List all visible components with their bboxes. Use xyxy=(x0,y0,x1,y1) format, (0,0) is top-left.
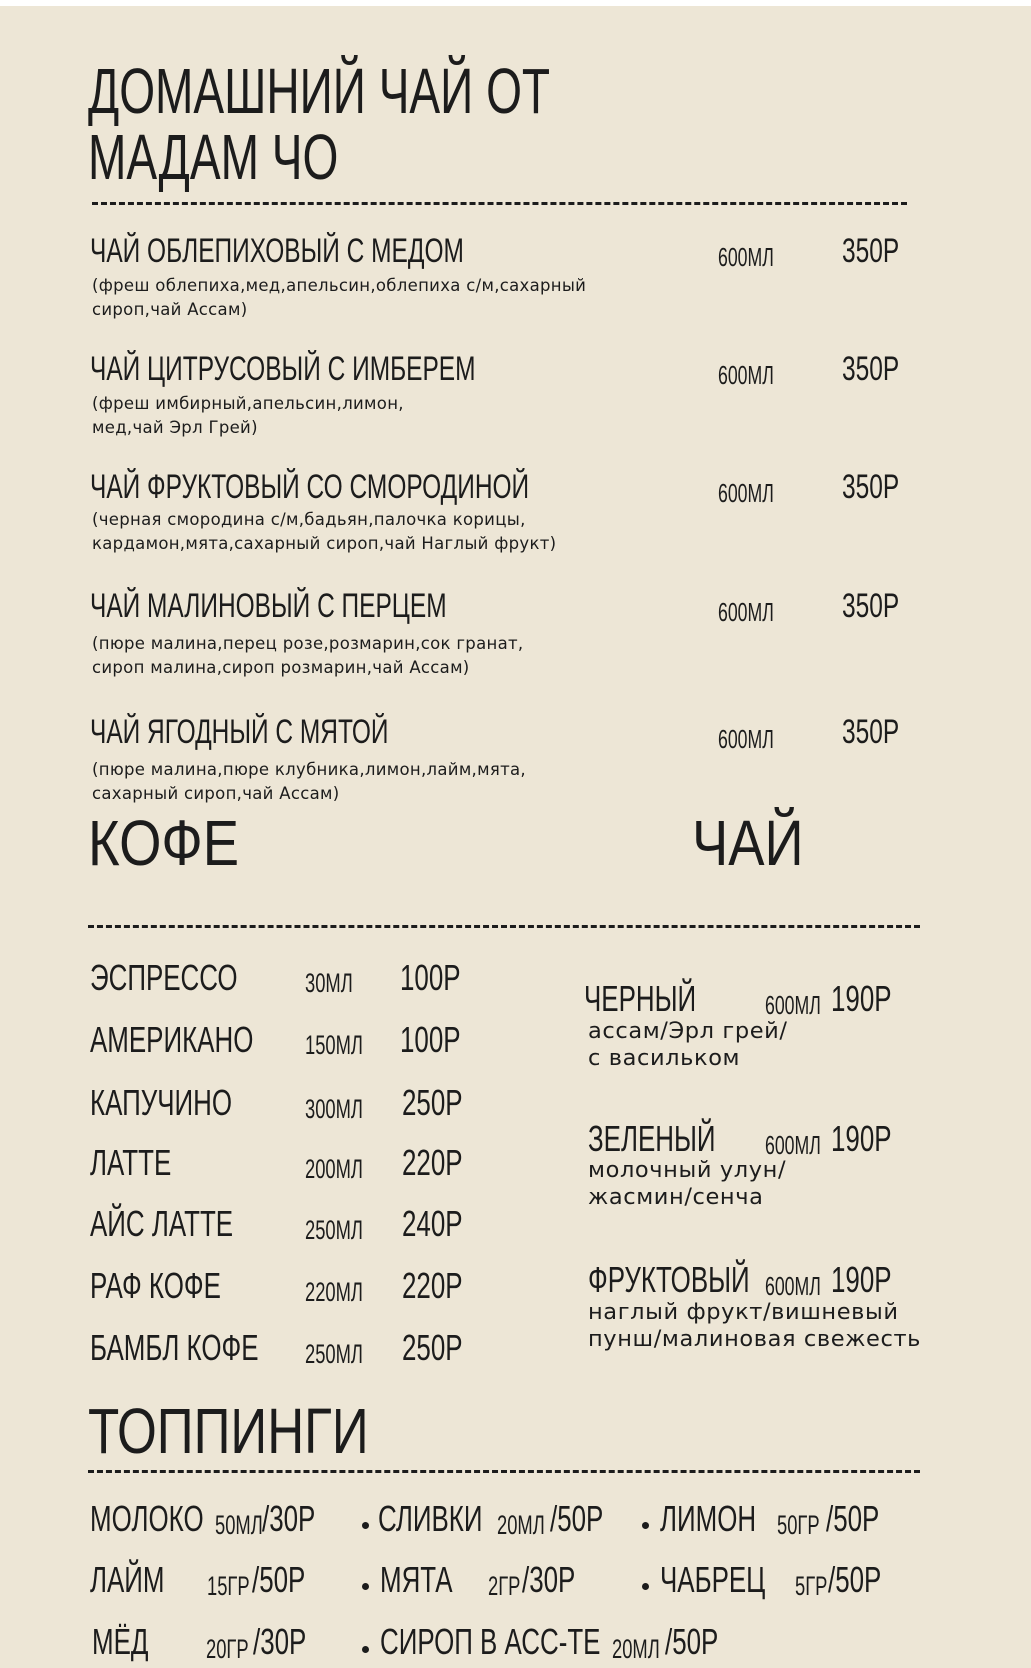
home-tea-name: ЧАЙ ОБЛЕПИХОВЫЙ С МЕДОМ xyxy=(90,232,464,270)
coffee-item-price: 100Р xyxy=(400,957,461,998)
bullet-icon xyxy=(642,1522,649,1529)
home-tea-desc-line2: сахарный сироп,чай Ассам) xyxy=(92,784,340,803)
coffee-item-volume: 150МЛ xyxy=(305,1030,363,1060)
tea-item-desc xyxy=(588,1018,788,1072)
tea-item-desc-line2: с васильком xyxy=(588,1045,741,1071)
coffee-item-volume: 30МЛ xyxy=(305,968,353,998)
tea-item-desc-line1: ассам/Эрл грей/ xyxy=(588,1018,788,1044)
coffee-section-title: КОФЕ xyxy=(88,807,240,879)
topping-price: /30Р xyxy=(522,1559,576,1600)
coffee-item-name: ЛАТТЕ xyxy=(90,1142,172,1183)
topping-price: /30Р xyxy=(262,1498,316,1539)
tea-item-price: 190Р xyxy=(831,978,892,1019)
home-tea-desc-line2: сироп,чай Ассам) xyxy=(92,300,248,319)
tea-item-desc-line1: молочный улун/ xyxy=(588,1157,787,1183)
home-tea-desc-line2: сироп малина,сироп розмарин,чай Ассам) xyxy=(92,658,470,677)
home-tea-desc xyxy=(92,632,523,680)
home-tea-desc xyxy=(92,274,586,322)
topping-price: /50Р xyxy=(665,1621,719,1662)
home-tea-price: 350Р xyxy=(842,350,900,388)
home-tea-price: 350Р xyxy=(842,468,900,506)
topping-price: /30Р xyxy=(253,1621,307,1662)
toppings-divider xyxy=(88,1470,920,1473)
coffee-item-name: КАПУЧИНО xyxy=(90,1082,232,1123)
home-tea-desc-line2: мед,чай Эрл Грей) xyxy=(92,418,258,437)
bullet-icon xyxy=(642,1583,649,1590)
tea-item-price: 190Р xyxy=(831,1118,892,1159)
home-tea-desc xyxy=(92,508,556,556)
topping-price: /50Р xyxy=(252,1559,306,1600)
topping-amount: 5ГР xyxy=(795,1571,828,1601)
tea-section-title: ЧАЙ xyxy=(692,807,804,879)
tea-item-name: ЧЕРНЫЙ xyxy=(584,978,697,1019)
tea-item-name: ЗЕЛЕНЫЙ xyxy=(588,1118,716,1159)
home-tea-desc-line2: кардамон,мята,сахарный сироп,чай Наглый фрукт) xyxy=(92,534,557,553)
menu-title-line2: МАДАМ ЧО xyxy=(88,121,339,193)
topping-name: ЧАБРЕЦ xyxy=(660,1559,766,1600)
home-tea-desc-line1: (фреш облепиха,мед,апельсин,облепиха с/м,сахарный xyxy=(92,276,587,295)
tea-item-name: ФРУКТОВЫЙ xyxy=(588,1259,750,1300)
home-tea-name: ЧАЙ ЦИТРУСОВЫЙ С ИМБЕРЕМ xyxy=(90,350,476,388)
menu-page xyxy=(0,6,1031,1668)
tea-item-desc-line2: жасмин/сенча xyxy=(588,1184,764,1210)
home-tea-volume: 600МЛ xyxy=(718,724,774,754)
topping-amount: 2ГР xyxy=(488,1571,521,1601)
menu-title-line1: ДОМАШНИЙ ЧАЙ ОТ xyxy=(88,55,551,127)
topping-amount: 15ГР xyxy=(207,1571,250,1601)
coffee-item-price: 220Р xyxy=(402,1265,463,1306)
topping-amount: 50МЛ xyxy=(215,1510,263,1540)
home-tea-desc xyxy=(92,392,404,440)
topping-price: /50Р xyxy=(550,1498,604,1539)
coffee-item-price: 250Р xyxy=(402,1082,463,1123)
tea-item-desc xyxy=(588,1157,786,1211)
tea-item-desc-line2: пунш/малиновая свежесть xyxy=(588,1326,922,1352)
coffee-item-price: 100Р xyxy=(400,1019,461,1060)
topping-name: СИРОП В АСС-ТЕ xyxy=(380,1621,601,1662)
bullet-icon xyxy=(362,1583,369,1590)
coffee-item-name: ЭСПРЕССО xyxy=(90,957,238,998)
topping-amount: 20МЛ xyxy=(497,1510,545,1540)
topping-amount: 50ГР xyxy=(777,1510,820,1540)
topping-amount: 20ГР xyxy=(206,1634,249,1664)
home-tea-name: ЧАЙ ФРУКТОВЫЙ СО СМОРОДИНОЙ xyxy=(90,468,530,506)
coffee-item-volume: 250МЛ xyxy=(305,1215,363,1245)
tea-item-desc-line1: наглый фрукт/вишневый xyxy=(588,1299,899,1325)
topping-price: /50Р xyxy=(826,1498,880,1539)
topping-name: МОЛОКО xyxy=(90,1498,204,1539)
home-tea-price: 350Р xyxy=(842,587,900,625)
menu-title xyxy=(88,55,551,193)
tea-item-volume: 600МЛ xyxy=(765,1271,821,1301)
tea-item-desc xyxy=(588,1299,921,1353)
home-tea-volume: 600МЛ xyxy=(718,360,774,390)
coffee-item-volume: 220МЛ xyxy=(305,1277,363,1307)
topping-amount: 20МЛ xyxy=(612,1634,660,1664)
home-tea-desc-line1: (фреш имбирный,апельсин,лимон, xyxy=(92,394,404,413)
coffee-item-name: АЙС ЛАТТЕ xyxy=(90,1203,234,1244)
home-tea-volume: 600МЛ xyxy=(718,242,774,272)
topping-name: МЯТА xyxy=(380,1559,453,1600)
home-tea-desc-line1: (пюре малина,пюре клубника,лимон,лайм,мята, xyxy=(92,760,526,779)
topping-name: ЛАЙМ xyxy=(90,1559,165,1600)
coffee-tea-divider xyxy=(88,925,920,928)
home-tea-volume: 600МЛ xyxy=(718,597,774,627)
topping-name: МЁД xyxy=(92,1621,149,1662)
bullet-icon xyxy=(362,1522,369,1529)
tea-item-volume: 600МЛ xyxy=(765,1130,821,1160)
coffee-item-price: 240Р xyxy=(402,1203,463,1244)
home-tea-desc-line1: (черная смородина с/м,бадьян,палочка корицы, xyxy=(92,510,526,529)
coffee-item-volume: 200МЛ xyxy=(305,1154,363,1184)
topping-name: СЛИВКИ xyxy=(378,1498,483,1539)
coffee-item-name: БАМБЛ КОФЕ xyxy=(90,1327,259,1368)
coffee-item-volume: 300МЛ xyxy=(305,1094,363,1124)
home-tea-name: ЧАЙ ЯГОДНЫЙ С МЯТОЙ xyxy=(90,713,389,751)
coffee-item-name: РАФ КОФЕ xyxy=(90,1265,221,1306)
tea-item-volume: 600МЛ xyxy=(765,990,821,1020)
tea-item-price: 190Р xyxy=(831,1259,892,1300)
topping-name: ЛИМОН xyxy=(660,1498,757,1539)
coffee-item-name: АМЕРИКАНО xyxy=(90,1019,254,1060)
title-divider xyxy=(92,202,907,205)
home-tea-price: 350Р xyxy=(842,232,900,270)
bullet-icon xyxy=(362,1646,369,1653)
coffee-item-volume: 250МЛ xyxy=(305,1339,363,1369)
home-tea-name: ЧАЙ МАЛИНОВЫЙ С ПЕРЦЕМ xyxy=(90,587,447,625)
topping-price: /50Р xyxy=(828,1559,882,1600)
toppings-section-title: ТОППИНГИ xyxy=(88,1395,369,1467)
home-tea-desc xyxy=(92,758,526,806)
home-tea-volume: 600МЛ xyxy=(718,478,774,508)
home-tea-desc-line1: (пюре малина,перец розе,розмарин,сок гранат, xyxy=(92,634,524,653)
home-tea-price: 350Р xyxy=(842,713,900,751)
coffee-item-price: 220Р xyxy=(402,1142,463,1183)
coffee-item-price: 250Р xyxy=(402,1327,463,1368)
